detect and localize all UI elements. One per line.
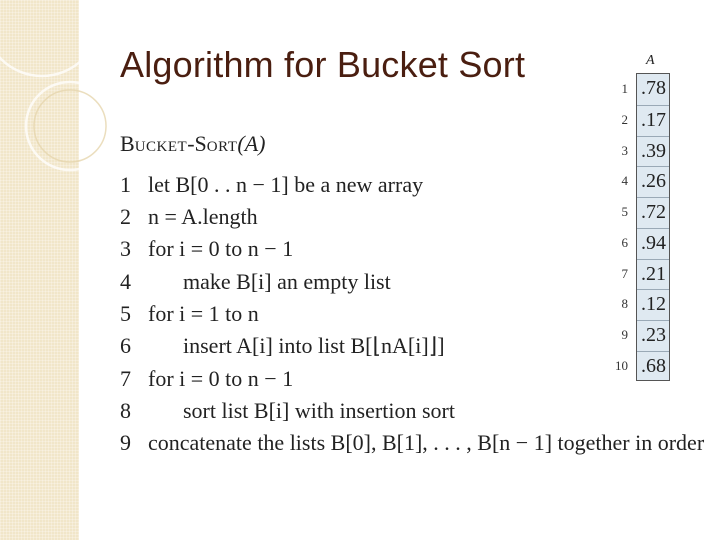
array-index: 3 (621, 143, 628, 158)
array-value: .12 (641, 293, 666, 315)
algorithm-parameter: (A) (237, 131, 266, 156)
line-number: 9 (120, 430, 131, 455)
decorative-rings (0, 0, 120, 210)
code-text: n = A.length (148, 204, 258, 229)
array-value: .72 (641, 201, 666, 223)
array-value: .78 (641, 77, 666, 99)
array-cell (637, 197, 669, 228)
array-value: .21 (641, 263, 666, 285)
array-cell (637, 136, 669, 167)
array-label: A (646, 53, 655, 68)
array-value: .26 (641, 170, 666, 192)
line-number: 8 (120, 398, 131, 423)
array-figure (636, 73, 670, 381)
array-cell (637, 228, 669, 259)
line-number: 6 (120, 333, 131, 358)
array-index: 1 (621, 81, 628, 96)
algorithm-name-cap2: S (194, 131, 207, 156)
array-index: 2 (621, 112, 628, 127)
code-text: sort list B[i] with insertion sort (183, 398, 455, 423)
algorithm-name-dash: - (187, 131, 195, 156)
line-number: 4 (120, 269, 131, 294)
array-value: .68 (641, 355, 666, 377)
line-number: 5 (120, 301, 131, 326)
array-cell (637, 166, 669, 197)
array-cell (637, 320, 669, 351)
array-value: .94 (641, 232, 666, 254)
array-value: .39 (641, 140, 666, 162)
line-number: 3 (120, 236, 131, 261)
array-cell (637, 289, 669, 320)
array-value: .23 (641, 324, 666, 346)
array-index: 7 (621, 266, 628, 281)
array-index: 6 (621, 235, 628, 250)
array-value: .17 (641, 109, 666, 131)
code-text: for i = 0 to n − 1 (148, 366, 294, 391)
code-text: insert A[i] into list B[⌊nA[i]⌋] (183, 333, 445, 358)
array-cell (637, 351, 669, 382)
code-text: for i = 0 to n − 1 (148, 236, 294, 261)
array-cell (637, 259, 669, 290)
line-number: 7 (120, 366, 131, 391)
algorithm-name-cap1: B (120, 131, 135, 156)
array-index: 9 (621, 327, 628, 342)
line-number: 1 (120, 172, 131, 197)
line-number: 2 (120, 204, 131, 229)
array-cell (637, 74, 669, 105)
algorithm-name (120, 131, 265, 157)
array-index: 8 (621, 296, 628, 311)
code-text: concatenate the lists B[0], B[1], . . . , B[n − 1] together in order (148, 430, 705, 455)
algorithm-name-small2: ORT (206, 139, 238, 155)
code-text: for i = 1 to n (148, 301, 259, 326)
code-text: let B[0 . . n − 1] be a new array (148, 172, 424, 197)
array-index: 10 (615, 358, 628, 373)
slide-title: Algorithm for Bucket Sort (120, 44, 526, 85)
algorithm-name-small1: UCKET (134, 139, 188, 155)
code-text: make B[i] an empty list (183, 269, 391, 294)
array-index: 5 (621, 204, 628, 219)
array-index: 4 (621, 173, 628, 188)
array-cell (637, 105, 669, 136)
